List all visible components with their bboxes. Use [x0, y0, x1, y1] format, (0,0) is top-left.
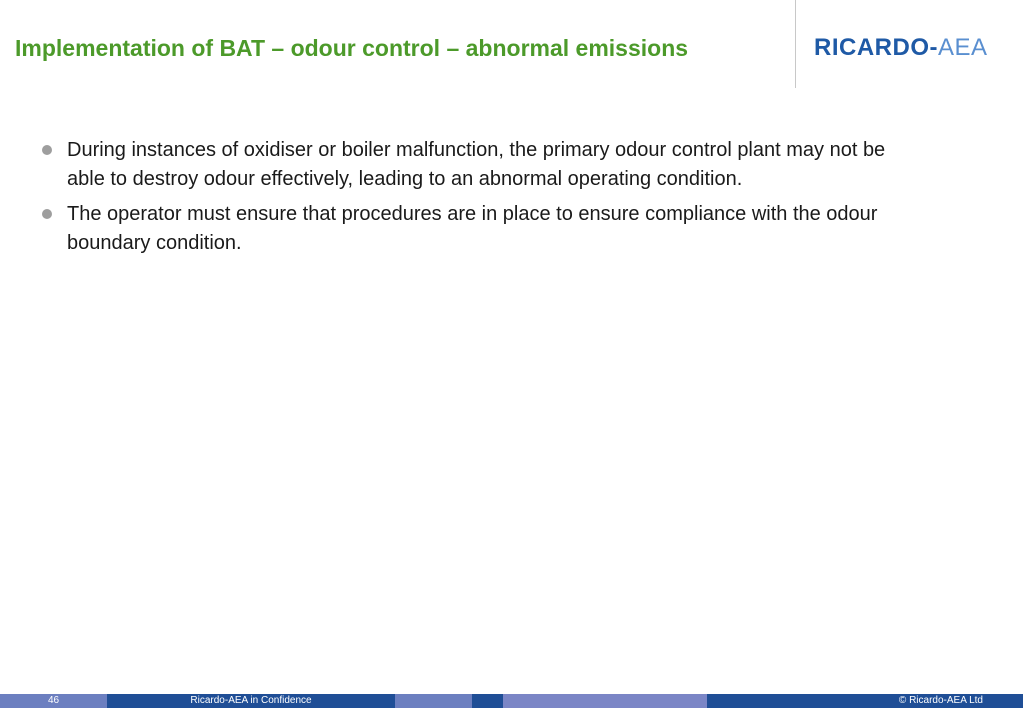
- page-number: 46: [47, 695, 60, 706]
- footer-bar: [0, 694, 1023, 708]
- slide-title: Implementation of BAT – odour control – abnormal emissions: [15, 35, 689, 61]
- footer-segment: [503, 694, 707, 708]
- header-divider: [795, 0, 796, 88]
- bullet-dot-icon: [42, 209, 52, 219]
- bullet-text: During instances of oxidiser or boiler malfunction, the primary odour control plant may not be able to destroy odour effectively, leading to an abnormal operating condition.: [67, 139, 886, 190]
- footer-segment: [395, 694, 472, 708]
- confidentiality-label: Ricardo-AEA in Confidence: [190, 695, 312, 706]
- copyright-label: © Ricardo-AEA Ltd: [898, 695, 983, 706]
- bullet-dot-icon: [42, 145, 52, 155]
- bullet-text: The operator must ensure that procedures are in place to ensure compliance with the odour boundary condition.: [67, 203, 878, 254]
- bullet-item: [42, 136, 922, 193]
- logo-text-aea: AEA: [938, 34, 988, 61]
- bullet-list: [42, 136, 922, 264]
- logo-dash: -: [929, 34, 938, 61]
- bullet-item: [42, 200, 922, 257]
- logo-text-ricardo: RICARDO: [814, 34, 930, 61]
- ricardo-aea-logo: [814, 34, 988, 62]
